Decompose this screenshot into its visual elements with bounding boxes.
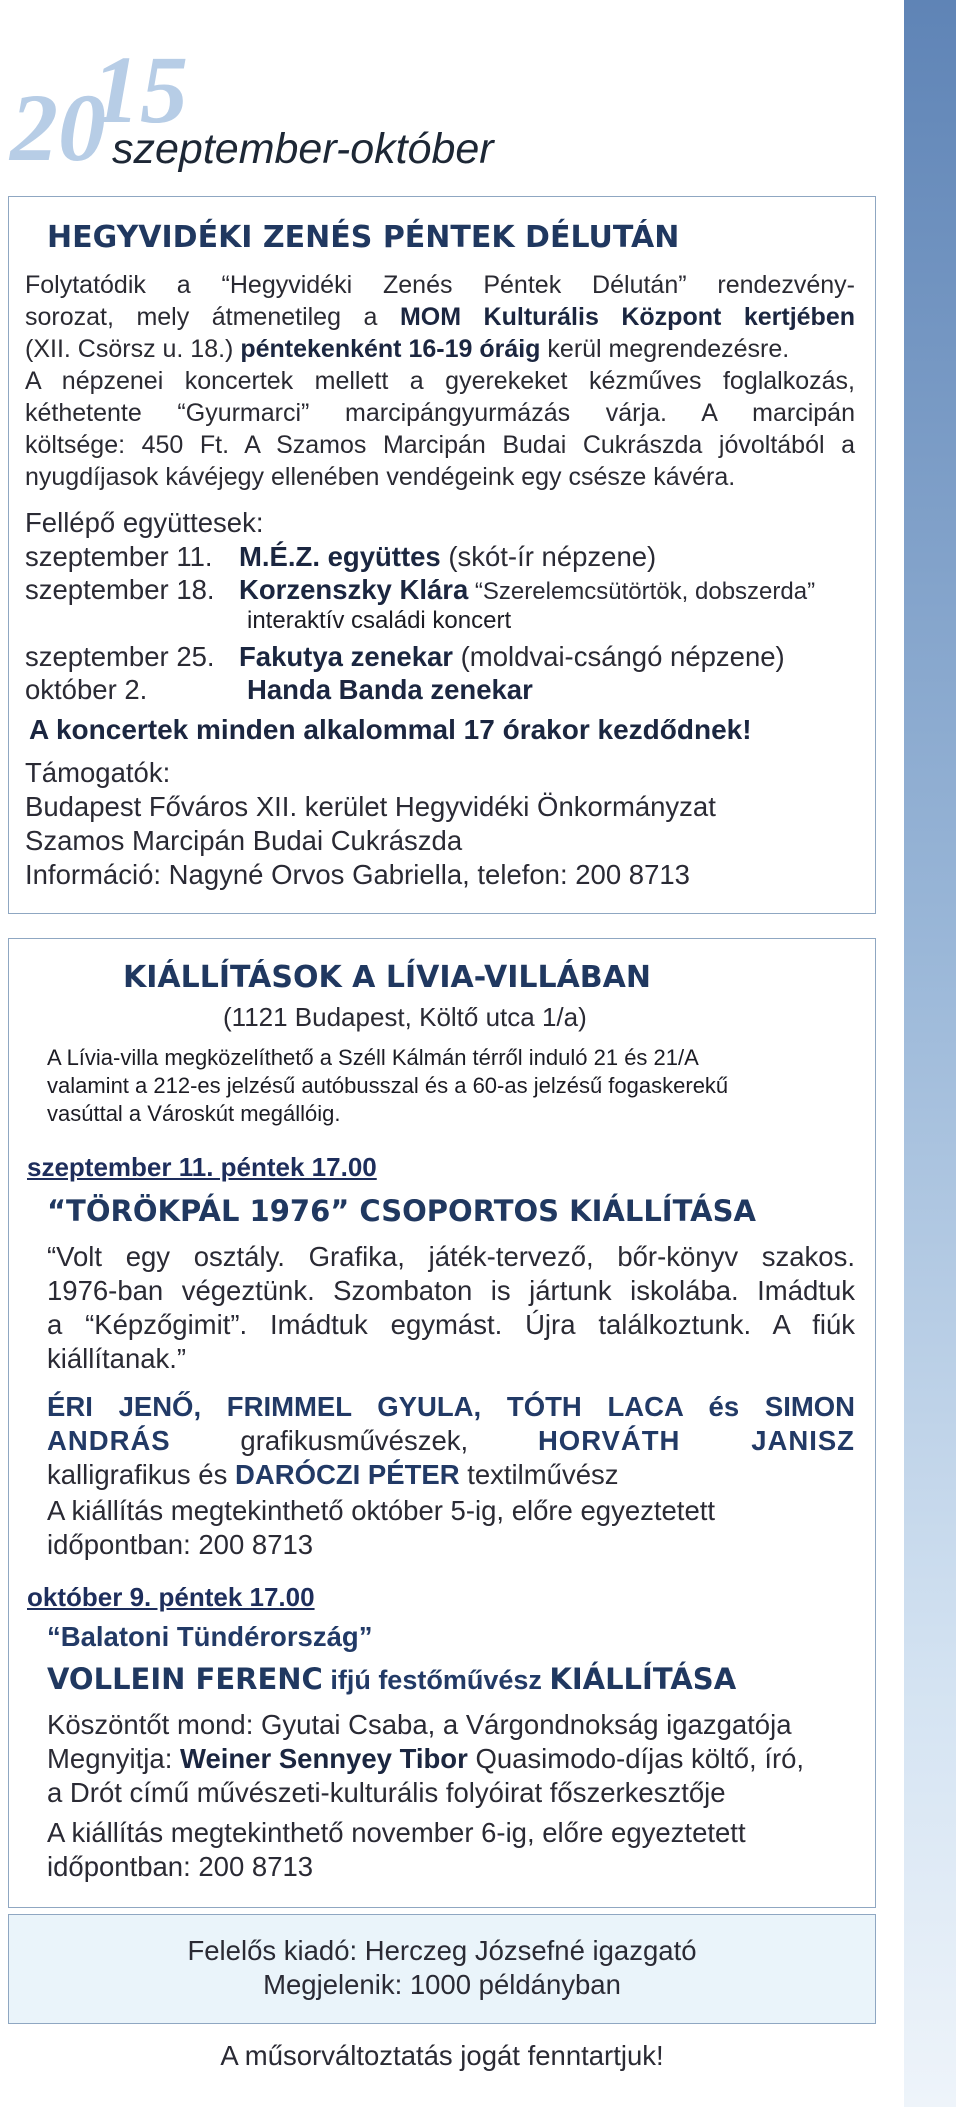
event1-visit-line-2: időpontban: 200 8713 xyxy=(47,1529,314,1560)
copies: Megjelenik: 1000 példányban xyxy=(263,1969,621,2000)
event1-date: szeptember 11. péntek 17.00 xyxy=(27,1152,377,1182)
event1-quote-line-4: kiállítanak.” xyxy=(47,1343,187,1374)
intro-line-2: sorozat, mely átmenetileg a MOM Kulturális Központ kertjében xyxy=(25,303,855,331)
exhibition-address: (1121 Budapest, Költő utca 1/a) xyxy=(223,1002,587,1032)
event1-visit-line-1: A kiállítás megtekinthető október 5-ig, előre egyeztetett xyxy=(47,1495,716,1526)
event1-quote-line-3: a “Képzőgimit”. Imádtuk egymást. Újra találkoztunk. A fiúk xyxy=(47,1309,855,1340)
publisher: Felelős kiadó: Herczeg Józsefné igazgató xyxy=(187,1935,697,1966)
intro-line-5: kéthetente “Gyurmarci” marcipángyurmázás várja. A marcipán xyxy=(25,399,855,427)
event2-opening-line-2: a Drót című művészeti-kulturális folyóirat főszerkesztője xyxy=(47,1777,726,1808)
contact-info: Információ: Nagyné Orvos Gabriella, telefon: 200 8713 xyxy=(25,859,690,890)
event2-date: október 9. péntek 17.00 xyxy=(27,1582,315,1612)
performer-entry: M.É.Z. együttes (skót-ír népzene) xyxy=(239,541,657,572)
event2-title: VOLLEIN FERENC ifjú festőművész KIÁLLÍTÁSA xyxy=(47,1662,737,1696)
performer-date: szeptember 11. xyxy=(25,541,213,572)
concert-title: HEGYVIDÉKI ZENÉS PÉNTEK DÉLUTÁN xyxy=(47,220,680,255)
intro-line-1: Folytatódik a “Hegyvidéki Zenés Péntek Délután” rendezvény- xyxy=(25,271,855,299)
performer-date: szeptember 18. xyxy=(25,574,215,605)
publisher-box xyxy=(8,1914,876,2024)
intro-line-7: nyugdíjasok kávéjegy ellenében vendégeink egy csésze kávéra. xyxy=(25,463,736,491)
event2-visit-line-1: A kiállítás megtekinthető november 6-ig, előre egyeztetett xyxy=(47,1817,746,1848)
concert-section xyxy=(8,196,876,914)
performer-entry: Fakutya zenekar (moldvai-csángó népzene) xyxy=(239,641,785,672)
event2-opening: Megnyitja: Weiner Sennyey Tibor Quasimodo-díjas költő, író, xyxy=(47,1743,805,1774)
supporters-label: Támogatók: xyxy=(25,757,171,788)
event2-greeting: Köszöntőt mond: Gyutai Csaba, a Várgondnokság igazgatója xyxy=(47,1709,792,1740)
exhibition-title: KIÁLLÍTÁSOK A LÍVIA-VILLÁBAN xyxy=(123,960,652,995)
event1-title: “TÖRÖKPÁL 1976” CSOPORTOS KIÁLLÍTÁSA xyxy=(47,1194,756,1228)
year-digits-20: 20 xyxy=(10,74,106,181)
access-line-2: valamint a 212-es jelzésű autóbusszal és a 60-as jelzésű fogaskerekű xyxy=(47,1073,729,1098)
year-digits-15: 15 xyxy=(92,36,188,143)
performer-date: szeptember 25. xyxy=(25,641,215,672)
exhibition-section xyxy=(8,938,876,1908)
access-line-1: A Lívia-villa megközelíthető a Széll Kálmán térről induló 21 és 21/A xyxy=(47,1045,699,1070)
supporter-1: Budapest Főváros XII. kerület Hegyvidéki Önkormányzat xyxy=(25,791,716,822)
event1-artists-line-3: kalligrafikus és DARÓCZI PÉTER textilművész xyxy=(47,1459,619,1490)
event1-artists-line-2: ANDRÁS grafikusművészek, HORVÁTH JANISZ xyxy=(47,1425,855,1456)
disclaimer: A műsorváltoztatás jogát fenntartjuk! xyxy=(220,2040,664,2071)
period-title: szeptember-október xyxy=(112,125,494,173)
event1-artists-line-1: ÉRI JENŐ, FRIMMEL GYULA, TÓTH LACA és SIMON xyxy=(47,1391,855,1422)
performer-entry: Korzenszky Klára “Szerelemcsütörtök, dobszerda” xyxy=(239,574,816,605)
start-time-note: A koncertek minden alkalommal 17 órakor kezdődnek! xyxy=(29,714,752,745)
event1-quote-line-1: “Volt egy osztály. Grafika, játék-tervező, bőr-könyv szakos. xyxy=(47,1241,855,1272)
performer-date: október 2. xyxy=(25,674,148,705)
event2-subtitle: “Balatoni Tündérország” xyxy=(47,1621,373,1652)
intro-line-3: (XII. Csörsz u. 18.) péntekenként 16-19 óráig kerül megrendezésre. xyxy=(25,335,790,363)
decorative-sidebar xyxy=(904,0,956,2107)
intro-line-4: A népzenei koncertek mellett a gyerekeket kézműves foglalkozás, xyxy=(25,367,855,395)
access-line-3: vasúttal a Városkút megállóig. xyxy=(47,1101,341,1126)
supporter-2: Szamos Marcipán Budai Cukrászda xyxy=(25,825,463,856)
intro-line-6: költsége: 450 Ft. A Szamos Marcipán Budai Cukrászda jóvoltából a xyxy=(25,431,855,459)
event2-visit-line-2: időpontban: 200 8713 xyxy=(47,1851,314,1882)
performer-entry: Handa Banda zenekar xyxy=(247,674,533,705)
event1-quote-line-2: 1976-ban végeztünk. Szombaton is jártunk iskolába. Imádtuk xyxy=(47,1275,855,1306)
performers-label: Fellépő együttesek: xyxy=(25,507,264,538)
performer-desc-cont: interaktív családi koncert xyxy=(247,607,512,634)
